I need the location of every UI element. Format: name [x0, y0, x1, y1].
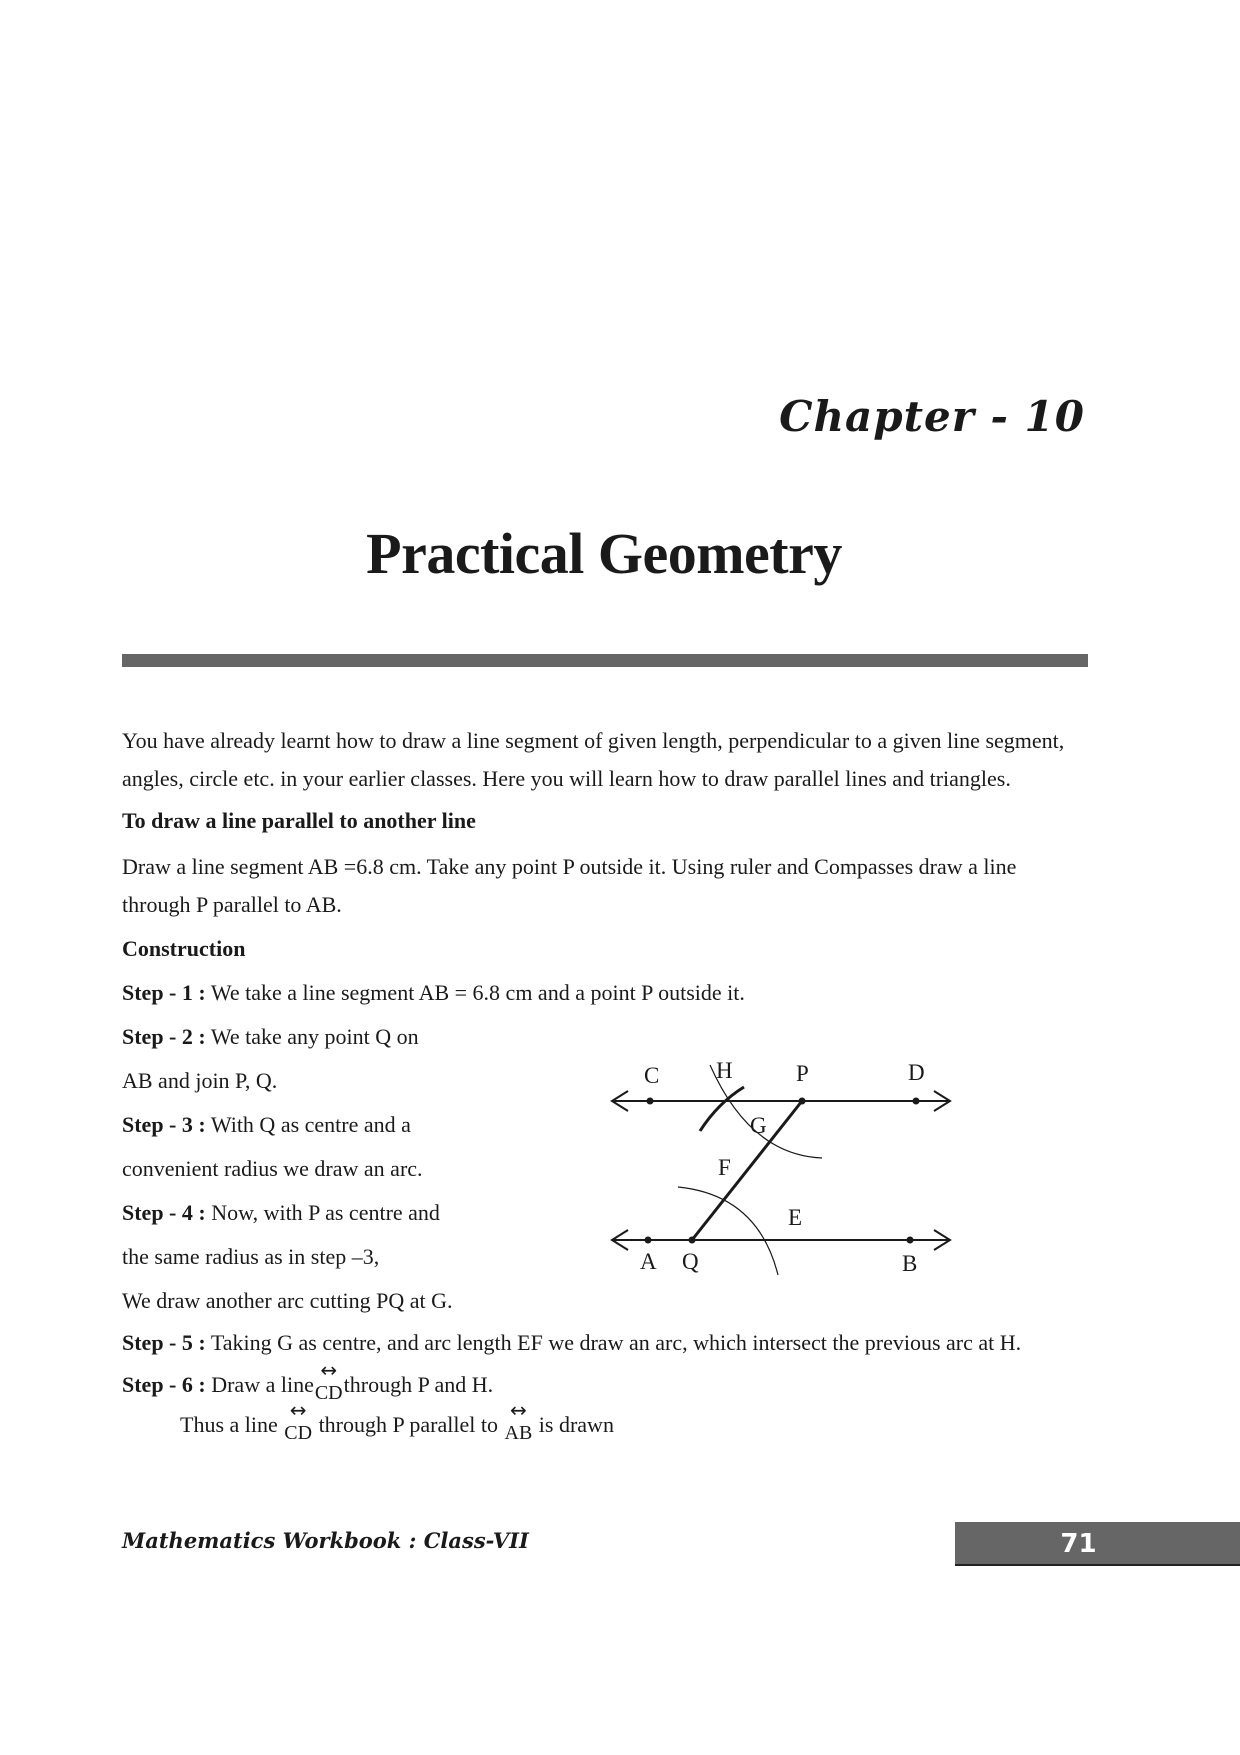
- label-c: C: [644, 1063, 660, 1088]
- problem-statement: Draw a line segment AB =6.8 cm. Take any point P outside it. Using ruler and Compasses draw a line through P parallel to AB.: [122, 854, 1017, 917]
- step-2-text: We take any point Q on: [205, 1024, 419, 1049]
- line-cd-notation: [283, 1398, 313, 1445]
- parallel-line-construction-diagram: [600, 1045, 970, 1285]
- step-4-continued-2: We draw another arc cutting PQ at G.: [122, 1288, 453, 1313]
- step-5: [122, 1330, 1021, 1356]
- step-2-label: Step - 2 :: [122, 1024, 206, 1049]
- label-h: H: [716, 1058, 733, 1083]
- step-2-continued: AB and join P, Q.: [122, 1068, 278, 1093]
- label-e: E: [788, 1205, 803, 1230]
- label-q: Q: [682, 1249, 699, 1274]
- step-4: [122, 1200, 440, 1226]
- label-d: D: [908, 1060, 925, 1085]
- step-4-text: Now, with P as centre and: [205, 1200, 440, 1225]
- step-2: [122, 1024, 419, 1050]
- page-title: Practical Geometry: [366, 521, 842, 586]
- point-p: [799, 1098, 806, 1105]
- label-f: F: [718, 1155, 731, 1180]
- transversal-pq: [692, 1101, 802, 1240]
- line-ab-label: AB: [504, 1422, 533, 1444]
- book-title-footer: Mathematics Workbook : Class-VII: [122, 1528, 529, 1553]
- step-1: [122, 980, 745, 1006]
- arc-from-g: [700, 1087, 744, 1131]
- step-1-label: Step - 1 :: [122, 980, 206, 1005]
- step-5-text: Taking G as centre, and arc length EF we draw an arc, which intersect the previous arc at H.: [205, 1330, 1022, 1355]
- page-number: 71: [955, 1522, 1240, 1566]
- chapter-number: Chapter - 10: [779, 392, 1085, 441]
- label-g: G: [750, 1113, 767, 1138]
- point-a: [645, 1237, 652, 1244]
- intro-paragraph: You have already learnt how to draw a line segment of given length, perpendicular to a given line segment, angles, circle etc. in your earlier classes. Here you will learn how to draw parallel lines and triangles.: [122, 728, 1065, 791]
- point-q: [689, 1237, 696, 1244]
- label-a: A: [640, 1249, 657, 1274]
- point-c: [647, 1098, 654, 1105]
- double-arrow-icon: ↔: [289, 1398, 307, 1422]
- construction-heading: Construction: [122, 936, 246, 961]
- step-6-text: Draw a line: [205, 1372, 314, 1397]
- step-5-label: Step - 5 :: [122, 1330, 206, 1355]
- line-cd-label: CD: [314, 1382, 343, 1404]
- step-3-label: Step - 3 :: [122, 1112, 206, 1137]
- conclusion-text-c: is drawn: [533, 1412, 614, 1437]
- double-arrow-icon: ↔: [510, 1398, 527, 1422]
- double-arrow-icon: ↔: [320, 1358, 338, 1382]
- conclusion-text-b: through P parallel to: [313, 1412, 504, 1437]
- step-6-text-end: through P and H.: [343, 1372, 494, 1397]
- title-divider: [122, 654, 1088, 667]
- line-cd-notation: [314, 1358, 344, 1405]
- step-3: [122, 1112, 411, 1138]
- conclusion: [180, 1398, 614, 1445]
- step-3-continued: convenient radius we draw an arc.: [122, 1156, 423, 1181]
- point-b: [907, 1237, 914, 1244]
- section-heading: To draw a line parallel to another line: [122, 808, 476, 833]
- step-4-continued: the same radius as in step –3,: [122, 1244, 380, 1269]
- point-d: [913, 1098, 920, 1105]
- line-cd-label: CD: [284, 1422, 313, 1444]
- line-ab-notation: [504, 1398, 534, 1445]
- label-p: P: [796, 1061, 809, 1086]
- step-6: [122, 1358, 494, 1405]
- conclusion-text-a: Thus a line: [180, 1412, 284, 1437]
- step-6-label: Step - 6 :: [122, 1372, 206, 1397]
- step-1-text: We take a line segment AB = 6.8 cm and a point P outside it.: [205, 980, 745, 1005]
- step-3-text: With Q as centre and a: [205, 1112, 411, 1137]
- label-b: B: [902, 1251, 918, 1276]
- step-4-label: Step - 4 :: [122, 1200, 206, 1225]
